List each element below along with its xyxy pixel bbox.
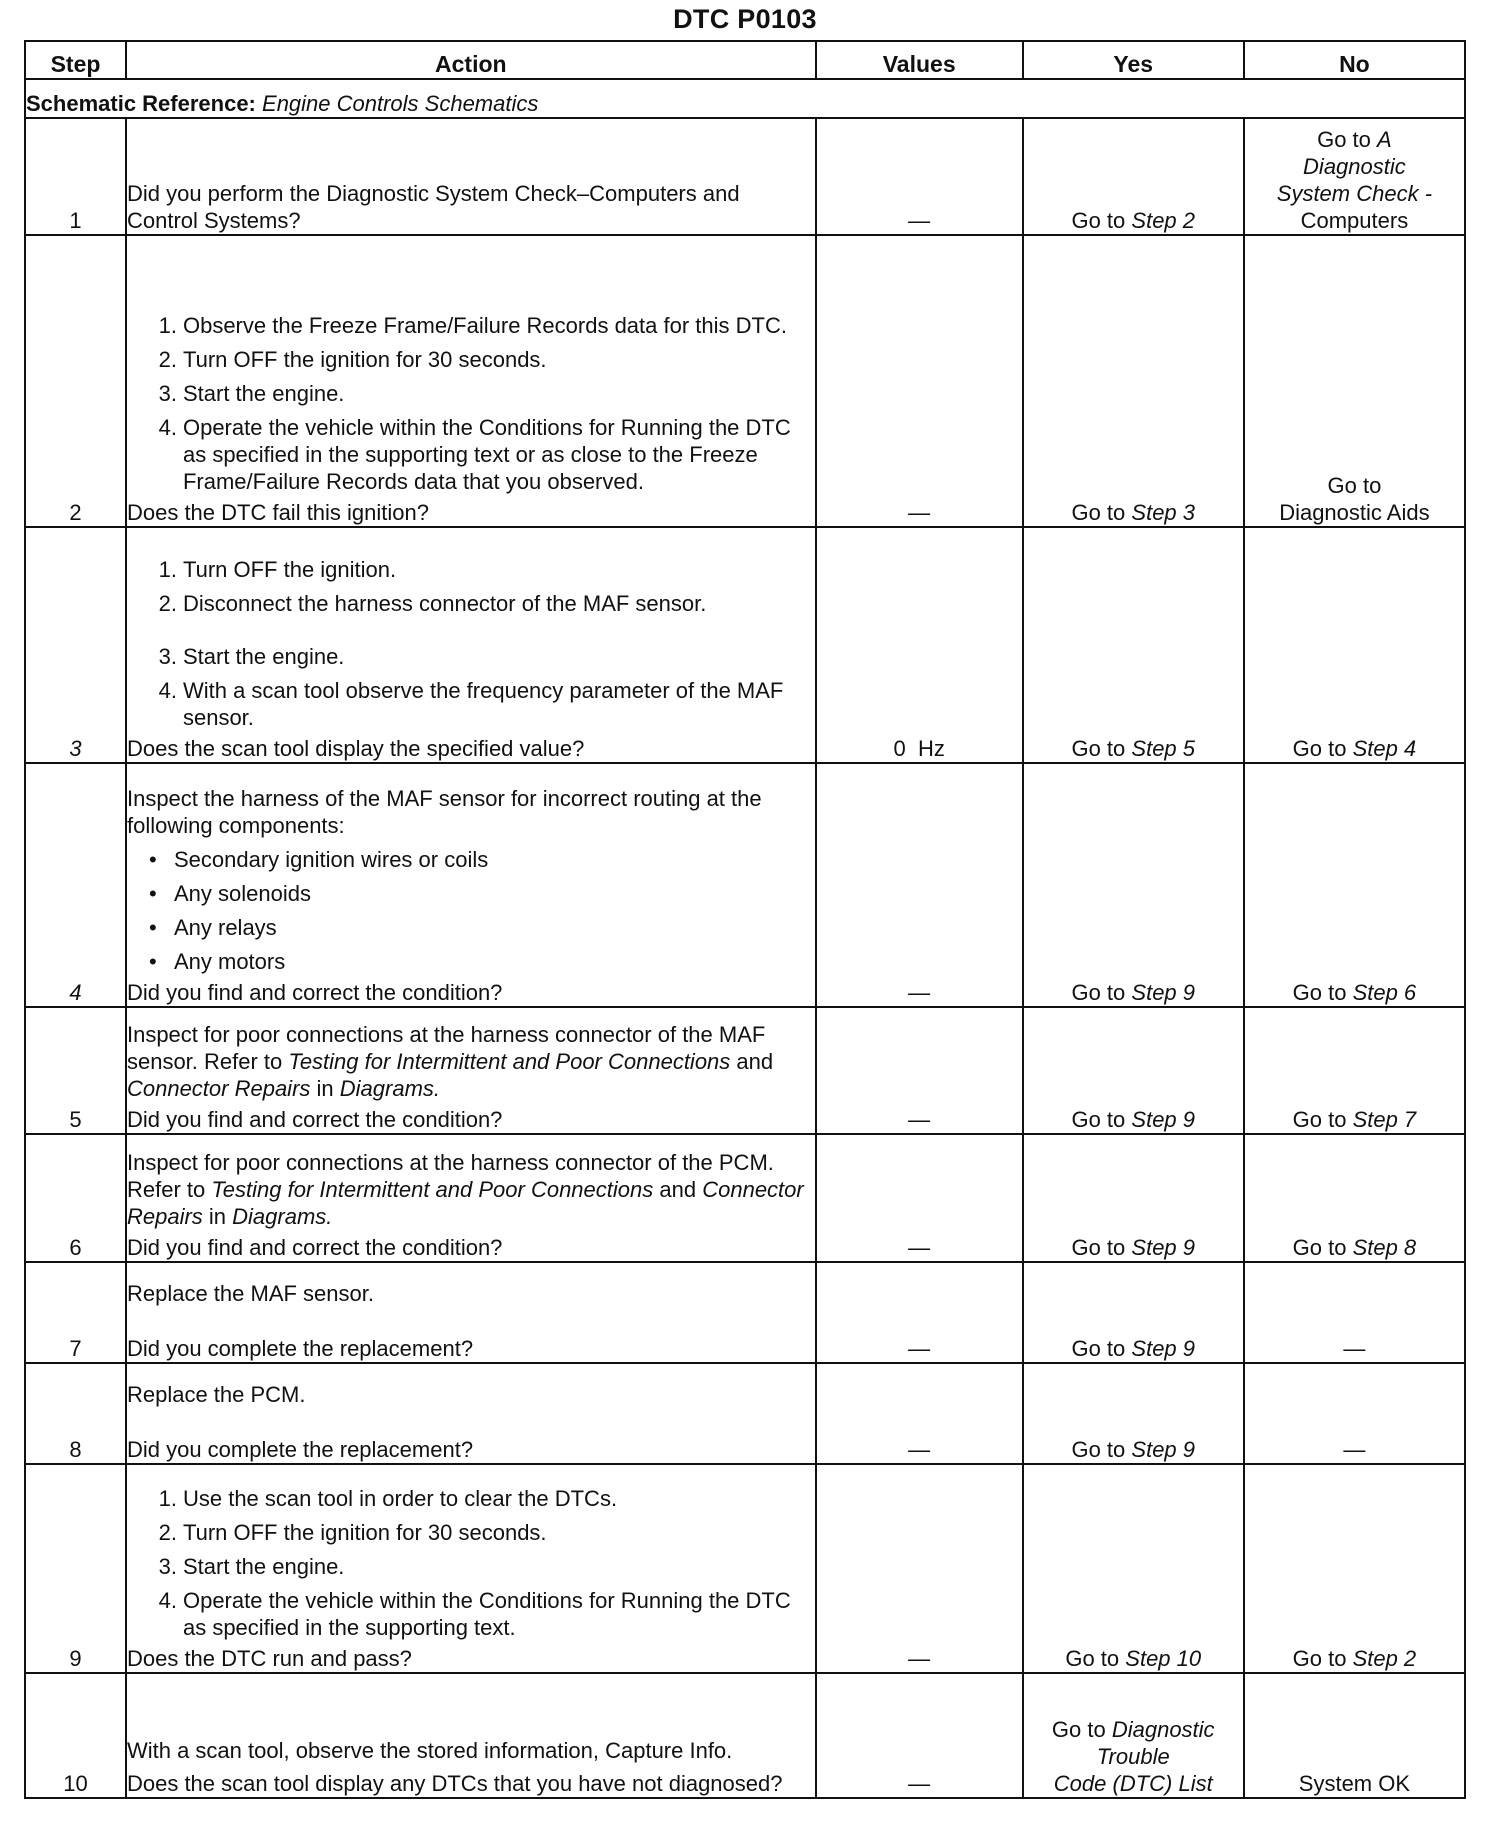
action-question: Did you find and correct the condition?	[126, 1235, 503, 1260]
no-link-part[interactable]: A	[1377, 127, 1392, 152]
no-cell: —	[1244, 1262, 1465, 1363]
action-question: Does the DTC run and pass?	[126, 1646, 412, 1671]
no-cell	[1244, 763, 1465, 1007]
action-cell	[126, 235, 816, 527]
table-row	[25, 1134, 1465, 1262]
go-to-label: Go to	[1071, 208, 1126, 233]
diagnostic-table	[24, 40, 1466, 1799]
list-item: 1. Use the scan tool in order to clear the DTCs.	[158, 1486, 618, 1511]
no-cell	[1244, 1464, 1465, 1673]
yes-link-part[interactable]: Code (DTC) List	[1053, 1771, 1213, 1796]
value-cell: —	[816, 1262, 1023, 1363]
list-item: 4. Operate the vehicle within the Conditions for Running the DTC as specified in the supporting text or as close to the Freeze Frame/Failure Records data that you observed.	[158, 415, 791, 494]
table-row	[25, 118, 1465, 235]
go-to-label: Go to	[1071, 1336, 1126, 1361]
yes-step-link[interactable]: Step 9	[1131, 1107, 1196, 1132]
go-to-label: Go to	[1292, 736, 1347, 761]
value-cell: 0 Hz	[816, 527, 1023, 763]
no-link-part[interactable]: Computers	[1300, 208, 1409, 233]
reference-link[interactable]: Testing for Intermittent and Poor Connections	[288, 1049, 731, 1074]
action-list	[127, 556, 815, 731]
yes-link-part[interactable]: Diagnostic	[1111, 1717, 1215, 1742]
list-item: 3. Start the engine.	[158, 381, 345, 406]
list-item: 2. Disconnect the harness connector of the MAF sensor.	[158, 591, 707, 616]
go-to-label: Go to	[1292, 1235, 1347, 1260]
action-question: Did you complete the replacement?	[126, 1336, 474, 1361]
table-row	[25, 763, 1465, 1007]
no-cell	[1244, 118, 1465, 235]
no-link-part[interactable]: Diagnostic	[1303, 154, 1406, 179]
step-number: 10	[25, 1673, 126, 1798]
no-cell: —	[1244, 1363, 1465, 1464]
go-to-label: Go to	[1292, 1646, 1347, 1671]
no-step-link[interactable]: Step 2	[1352, 1646, 1417, 1671]
yes-step-link[interactable]: Step 9	[1131, 980, 1196, 1005]
action-text: With a scan tool, observe the stored information, Capture Info.	[126, 1738, 733, 1763]
action-text: Did you perform the Diagnostic System Check–Computers and Control Systems?	[126, 181, 740, 233]
go-to-label: Go to	[1071, 1437, 1126, 1462]
schematic-reference	[25, 79, 1465, 118]
reference-link[interactable]: Connector Repairs	[126, 1076, 311, 1101]
header-no: No	[1244, 41, 1465, 79]
value-cell: —	[816, 763, 1023, 1007]
no-step-link[interactable]: Step 7	[1352, 1107, 1417, 1132]
yes-cell	[1023, 1134, 1244, 1262]
go-to-label: Go to	[1292, 980, 1347, 1005]
list-item: • Any relays	[148, 915, 277, 940]
action-text: Replace the PCM.	[126, 1382, 306, 1407]
yes-step-link[interactable]: Step 2	[1131, 208, 1196, 233]
header-row	[25, 41, 1465, 79]
step-number: 8	[25, 1363, 126, 1464]
yes-cell	[1023, 1464, 1244, 1673]
go-to-label: Go to	[1071, 500, 1126, 525]
action-text: Inspect for poor connections at the harness connector of the MAF sensor. Refer to Testing for Intermittent and Poor Connections and Connector Repairs in Diagrams.	[126, 1022, 774, 1101]
value-cell: —	[816, 118, 1023, 235]
action-cell	[126, 1007, 816, 1134]
step-number: 6	[25, 1134, 126, 1262]
yes-cell	[1023, 1007, 1244, 1134]
no-link[interactable]: Diagnostic Aids	[1279, 500, 1430, 525]
yes-cell	[1023, 235, 1244, 527]
table-row	[25, 1262, 1465, 1363]
yes-cell	[1023, 1363, 1244, 1464]
go-to-label: Go to	[1065, 1646, 1120, 1671]
no-cell	[1244, 527, 1465, 763]
no-cell	[1244, 1134, 1465, 1262]
yes-link-part[interactable]: Trouble	[1096, 1744, 1170, 1769]
action-question: Does the DTC fail this ignition?	[126, 500, 429, 525]
action-list	[127, 1485, 815, 1641]
value-cell: —	[816, 1134, 1023, 1262]
reference-link[interactable]: Testing for Intermittent and Poor Connections	[211, 1177, 654, 1202]
action-cell	[126, 527, 816, 763]
yes-step-link[interactable]: Step 5	[1131, 736, 1196, 761]
table-row	[25, 1464, 1465, 1673]
yes-cell	[1023, 763, 1244, 1007]
no-cell	[1244, 235, 1465, 527]
table-row	[25, 1363, 1465, 1464]
step-number: 3	[25, 527, 126, 763]
header-yes: Yes	[1023, 41, 1244, 79]
page-title: DTC P0103	[673, 4, 817, 34]
header-step: Step	[25, 41, 126, 79]
step-number: 5	[25, 1007, 126, 1134]
action-question: Did you find and correct the condition?	[126, 980, 503, 1005]
list-item: • Any motors	[148, 949, 286, 974]
component-list	[127, 846, 815, 975]
action-cell	[126, 1134, 816, 1262]
list-item: 2. Turn OFF the ignition for 30 seconds.	[158, 347, 547, 372]
go-to-label: Go to	[1317, 127, 1371, 152]
no-cell: System OK	[1244, 1673, 1465, 1798]
go-to-label: Go to	[1327, 473, 1382, 498]
list-item: 3. Start the engine.	[158, 644, 345, 669]
reference-link[interactable]: Diagrams.	[232, 1204, 333, 1229]
go-to-label: Go to	[1071, 1235, 1126, 1260]
no-step-link[interactable]: Step 8	[1352, 1235, 1417, 1260]
reference-link[interactable]: Diagrams.	[339, 1076, 441, 1101]
no-step-link[interactable]: Step 6	[1352, 980, 1417, 1005]
list-item: • Secondary ignition wires or coils	[148, 847, 489, 872]
header-action: Action	[126, 41, 816, 79]
table-row	[25, 1007, 1465, 1134]
value-cell: —	[816, 1363, 1023, 1464]
action-cell	[126, 1262, 816, 1363]
value-cell: —	[816, 1464, 1023, 1673]
action-question: Did you find and correct the condition?	[126, 1107, 503, 1132]
yes-cell	[1023, 1262, 1244, 1363]
go-to-label: Go to	[1051, 1717, 1106, 1742]
list-item: 1. Observe the Freeze Frame/Failure Records data for this DTC.	[158, 313, 787, 338]
list-item: 4. Operate the vehicle within the Conditions for Running the DTC as specified in the supporting text.	[158, 1588, 791, 1640]
yes-step-link[interactable]: Step 10	[1125, 1646, 1202, 1671]
list-item: • Any solenoids	[148, 881, 311, 906]
go-to-label: Go to	[1071, 980, 1126, 1005]
reference-link[interactable]: Connector Repairs	[126, 1177, 804, 1229]
table-row	[25, 235, 1465, 527]
no-link-part[interactable]: System Check -	[1276, 181, 1433, 206]
action-question: Does the scan tool display any DTCs that you have not diagnosed?	[126, 1771, 783, 1796]
action-text: Inspect for poor connections at the harness connector of the PCM. Refer to Testing for Intermittent and Poor Connections and Connector Repairs in Diagrams.	[126, 1150, 804, 1229]
go-to-label: Go to	[1292, 1107, 1347, 1132]
table-row	[25, 527, 1465, 763]
yes-step-link[interactable]: Step 3	[1131, 500, 1196, 525]
list-item: 2. Turn OFF the ignition for 30 seconds.	[158, 1520, 547, 1545]
yes-cell	[1023, 118, 1244, 235]
go-to-label: Go to	[1071, 1107, 1126, 1132]
action-cell	[126, 763, 816, 1007]
schematic-row	[25, 79, 1465, 118]
action-cell	[126, 1464, 816, 1673]
value-cell: —	[816, 1007, 1023, 1134]
yes-cell	[1023, 1673, 1244, 1798]
header-values: Values	[816, 41, 1023, 79]
value-cell: —	[816, 235, 1023, 527]
yes-cell	[1023, 527, 1244, 763]
list-item: 3. Start the engine.	[158, 1554, 345, 1579]
step-number: 4	[25, 763, 126, 1007]
action-text: Inspect the harness of the MAF sensor for incorrect routing at the following components:	[126, 786, 762, 838]
action-question: Did you complete the replacement?	[126, 1437, 474, 1462]
table-row	[25, 1673, 1465, 1798]
no-cell	[1244, 1007, 1465, 1134]
list-item: 1. Turn OFF the ignition.	[158, 557, 397, 582]
action-list	[127, 312, 815, 495]
action-text: Replace the MAF sensor.	[126, 1281, 374, 1306]
value-cell: —	[816, 1673, 1023, 1798]
step-number: 1	[25, 118, 126, 235]
go-to-label: Go to	[1071, 736, 1126, 761]
step-number: 7	[25, 1262, 126, 1363]
yes-step-link[interactable]: Step 9	[1131, 1235, 1196, 1260]
action-cell	[126, 1673, 816, 1798]
schematic-link[interactable]: Engine Controls Schematics	[262, 91, 539, 116]
action-cell	[126, 118, 816, 235]
schematic-label: Schematic Reference:	[26, 91, 256, 116]
list-item: 4. With a scan tool observe the frequency parameter of the MAF sensor.	[158, 678, 784, 730]
step-number: 2	[25, 235, 126, 527]
no-step-link[interactable]: Step 4	[1352, 736, 1417, 761]
yes-step-link[interactable]: Step 9	[1131, 1336, 1196, 1361]
step-number: 9	[25, 1464, 126, 1673]
yes-step-link[interactable]: Step 9	[1131, 1437, 1196, 1462]
action-cell	[126, 1363, 816, 1464]
action-question: Does the scan tool display the specified value?	[126, 736, 585, 761]
